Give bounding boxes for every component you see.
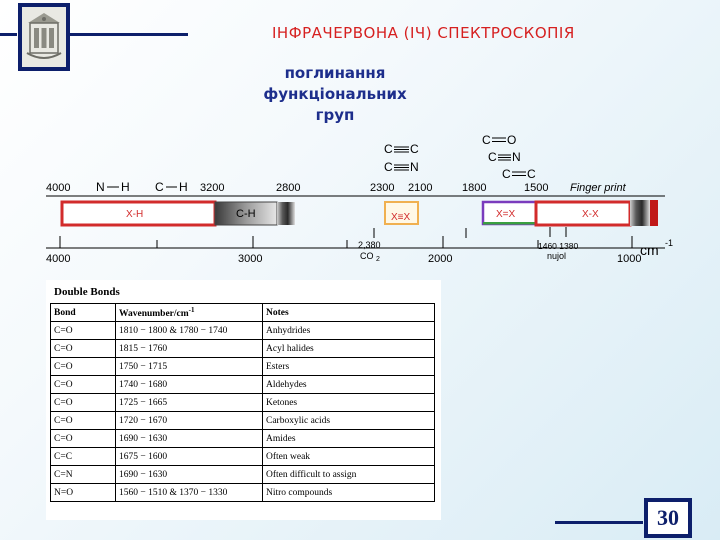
cell-wavenumber: 1720 − 1670: [116, 412, 263, 430]
page-number-badge: [644, 498, 692, 538]
co2-subscript: 2: [376, 256, 380, 263]
region-label-double: X=X: [496, 209, 516, 220]
cell-notes: Often difficult to assign: [263, 466, 435, 484]
cell-wavenumber: 1690 − 1630: [116, 430, 263, 448]
header-rule-right: [70, 33, 188, 36]
nujol-label: nujol: [547, 251, 567, 261]
ch-bond-h: H: [179, 180, 188, 194]
cell-wavenumber: 1690 − 1630: [116, 466, 263, 484]
cell-bond: C=O: [51, 358, 116, 376]
top-scale-label: 2300: [370, 182, 395, 194]
bottom-scale-label: 2000: [428, 253, 453, 265]
header-wavenumber-text: Wavenumber/cm: [119, 309, 189, 320]
cell-wavenumber: 1810 − 1800 & 1780 − 1740: [116, 322, 263, 340]
double-bond-atom: C: [527, 167, 536, 181]
cell-bond: C=O: [51, 394, 116, 412]
header-rule-left: [0, 33, 17, 36]
nh-bond-h: H: [121, 180, 130, 194]
top-scale-label: 2100: [408, 182, 433, 194]
cell-notes: Aldehydes: [263, 376, 435, 394]
triple-bond-atom: C: [488, 150, 497, 164]
table-row: [51, 322, 435, 340]
cell-bond: N=O: [51, 484, 116, 502]
cell-wavenumber: 1740 − 1680: [116, 376, 263, 394]
crest-icon: [22, 7, 66, 67]
subtitle-line-1: поглинання функціональних: [263, 64, 407, 103]
cell-notes: Carboxylic acids: [263, 412, 435, 430]
triple-bond-atom: C: [384, 160, 393, 174]
top-scale-label: 1800: [462, 182, 487, 194]
cell-notes: Nitro compounds: [263, 484, 435, 502]
top-scale-label: 3200: [200, 182, 225, 194]
co2-value: 2,380: [358, 240, 381, 250]
university-logo: [18, 3, 70, 71]
footer-rule: [555, 521, 643, 524]
ir-spectrum-chart: [0, 128, 720, 278]
double-bond-atom: C: [482, 133, 491, 147]
cell-wavenumber: 1750 − 1715: [116, 358, 263, 376]
cell-bond: C=O: [51, 412, 116, 430]
page-subtitle: [230, 63, 440, 126]
region-bar-double-accent: [483, 222, 536, 225]
triple-bond-atom: C: [410, 142, 419, 156]
double-bond-atom: C: [502, 167, 511, 181]
table-row: [51, 358, 435, 376]
region-label-xh: X-H: [126, 209, 144, 220]
marker-ticks: [374, 227, 566, 238]
unit-label: cm: [640, 242, 659, 258]
cell-notes: Acyl halides: [263, 340, 435, 358]
finger-print-label: Finger print: [570, 182, 626, 194]
triple-bond-atom: N: [512, 150, 521, 164]
cell-notes: Ketones: [263, 394, 435, 412]
table-row: [51, 448, 435, 466]
double-bond-atom: O: [507, 133, 517, 147]
cell-wavenumber: 1675 − 1600: [116, 448, 263, 466]
unit-exponent: -1: [665, 238, 674, 248]
table-row: [51, 376, 435, 394]
bottom-scale-label: 3000: [238, 253, 263, 265]
top-scale-label: 2800: [276, 182, 301, 194]
region-label-ch: C-H: [236, 208, 256, 220]
triple-bond-atom: N: [410, 160, 419, 174]
fingerprint-gradient: [630, 200, 650, 226]
table-row: [51, 430, 435, 448]
table-row: [51, 466, 435, 484]
top-scale-label: 4000: [46, 182, 71, 194]
header-notes: Notes: [263, 304, 435, 322]
cell-bond: C=O: [51, 376, 116, 394]
table-row: [51, 412, 435, 430]
table-caption: Double Bonds: [54, 286, 120, 298]
region-bar-ch-tail: [277, 202, 295, 225]
triple-bond-atom: C: [384, 142, 393, 156]
bottom-scale-label: 4000: [46, 253, 71, 265]
page-number: 30: [648, 502, 688, 534]
double-bonds-table-panel: [46, 280, 441, 520]
cell-notes: Esters: [263, 358, 435, 376]
cell-bond: C=O: [51, 430, 116, 448]
cell-bond: C=O: [51, 322, 116, 340]
cell-notes: Often weak: [263, 448, 435, 466]
fingerprint-end: [650, 200, 658, 226]
region-label-single: X-X: [582, 209, 599, 220]
region-label-triple: X≡X: [391, 212, 411, 223]
co2-label: CO: [360, 251, 374, 261]
cell-notes: Anhydrides: [263, 322, 435, 340]
header-wavenumber-sup: -1: [188, 305, 195, 314]
cell-wavenumber: 1815 − 1760: [116, 340, 263, 358]
cell-wavenumber: 1725 − 1665: [116, 394, 263, 412]
nh-bond-n: N: [96, 180, 105, 194]
page-title: ІНФРАЧЕРВОНА (ІЧ) СПЕКТРОСКОПІЯ: [272, 24, 575, 42]
cell-notes: Amides: [263, 430, 435, 448]
nujol-values: 1460 1380: [538, 241, 579, 251]
logo-emblem: [22, 7, 66, 67]
cell-bond: C=N: [51, 466, 116, 484]
table-row: [51, 484, 435, 502]
header-wavenumber: [116, 304, 263, 322]
subtitle-line-2: груп: [315, 106, 355, 124]
ch-bond-c: C: [155, 180, 164, 194]
double-bonds-table: [50, 303, 435, 502]
header-bond: Bond: [51, 304, 116, 322]
bottom-scale-label: 1000: [617, 253, 642, 265]
cell-bond: C=O: [51, 340, 116, 358]
top-scale-label: 1500: [524, 182, 549, 194]
cell-bond: C=C: [51, 448, 116, 466]
table-row: [51, 340, 435, 358]
table-header-row: [51, 304, 435, 322]
table-row: [51, 394, 435, 412]
cell-wavenumber: 1560 − 1510 & 1370 − 1330: [116, 484, 263, 502]
